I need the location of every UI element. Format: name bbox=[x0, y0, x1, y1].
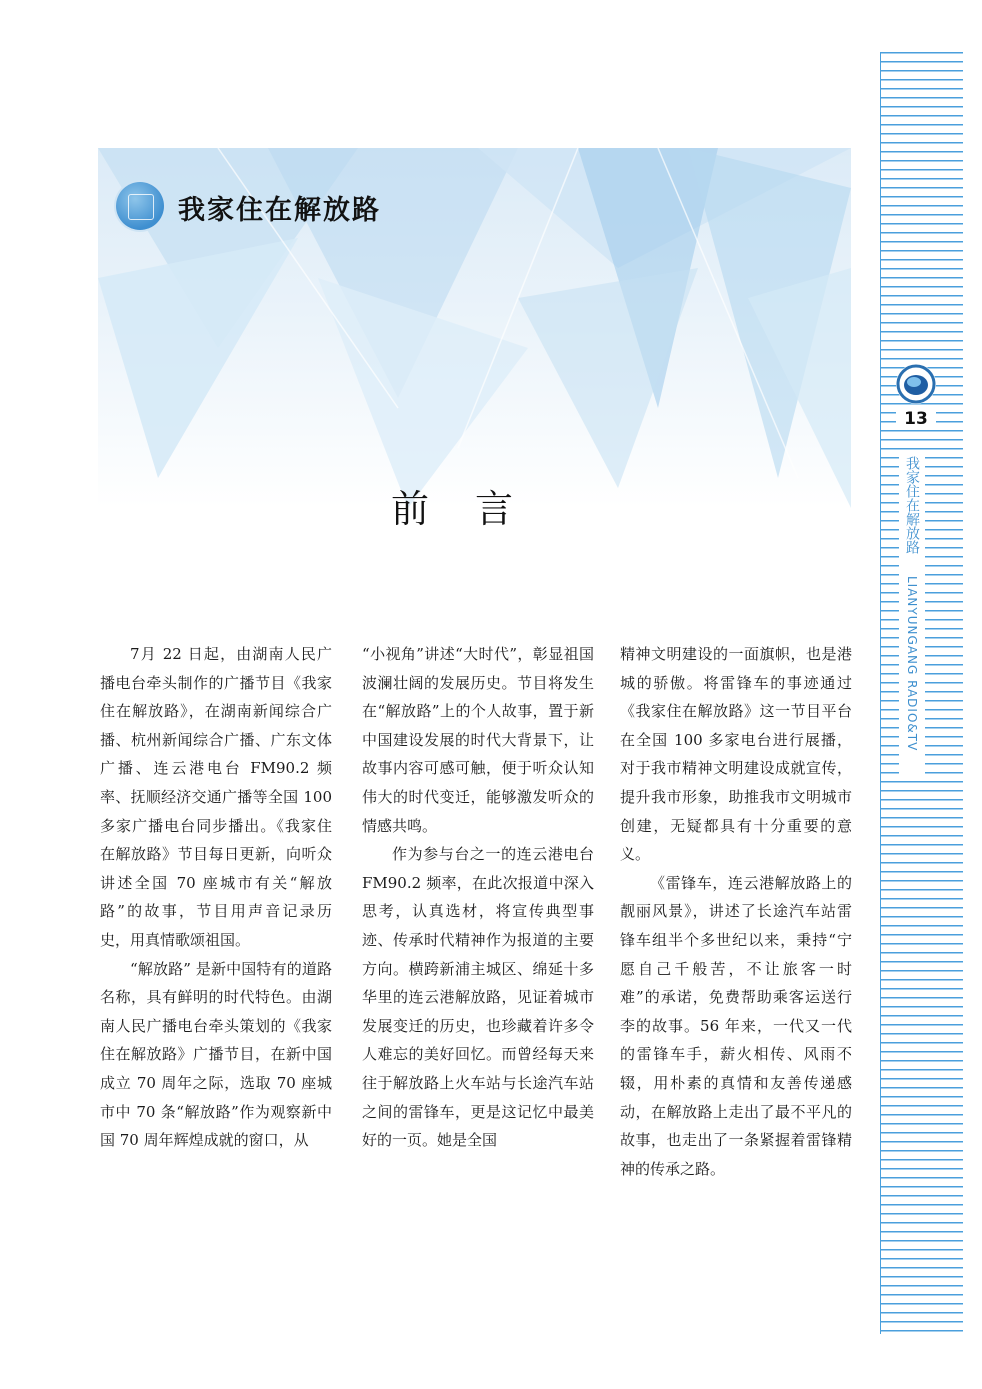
running-header bbox=[899, 456, 925, 776]
paragraph: “小视角”讲述“大时代”，彰显祖国波澜壮阔的发展历史。节目将发生在“解放路”上的个人故事，置于新中国建设发展的时代大背景下，让故事内容可感可触，便于听众认知伟大的时代变迁，能够激发听众的情感共鸣。 bbox=[362, 645, 594, 835]
text-column-1 bbox=[100, 640, 332, 1155]
page-title: 前言 bbox=[390, 487, 559, 531]
series-logo-icon bbox=[116, 182, 164, 230]
text-column-3 bbox=[620, 640, 852, 1183]
running-header-en: LIANYUNGANG RADIO&TV bbox=[905, 576, 919, 752]
running-header-cn: 我家住在解放路 bbox=[904, 456, 920, 554]
series-title: 我家住在解放路 bbox=[178, 195, 381, 226]
paragraph: 精神文明建设的一面旗帜，也是港城的骄傲。将雷锋车的事迹通过《我家住在解放路》这一节目平台在全国 100 多家电台进行展播，对于我市精神文明建设成就宣传，提升我市形象，助推我市文明城市创建，无疑都具有十分重要的意义。 bbox=[620, 645, 852, 864]
magazine-emblem-icon bbox=[896, 364, 936, 404]
page-number: 13 bbox=[896, 408, 936, 430]
paragraph: “解放路” 是新中国特有的道路名称，具有鲜明的时代特色。由湖南人民广播电台牵头策划的《我家住在解放路》广播节目，在新中国成立 70 周年之际，选取 70 座城市中 70 条“解放路”作为观察新中国 70 周年辉煌成就的窗口，从 bbox=[100, 959, 332, 1150]
text-column-2 bbox=[362, 640, 594, 1155]
paragraph: 《雷锋车，连云港解放路上的靓丽风景》，讲述了长途汽车站雷锋车组半个多世纪以来，秉持“宁愿自己千般苦，不让旅客一时难”的承诺，免费帮助乘客运送行李的故事。56 年来，一代又一代的雷锋车手，薪火相传、风雨不辍，用朴素的真情和友善传递感动，在解放路上走出了最不平凡的故事，也走出了一条紧握着雷锋精神的传承之路。 bbox=[620, 873, 852, 1178]
paragraph: 7月 22 日起，由湖南人民广播电台牵头制作的广播节目《我家住在解放路》，在湖南新闻综合广播、杭州新闻综合广播、广东文体广播、连云港电台 FM90.2 频率、抚顺经济交通广播等全国 100 多家广播电台同步播出。《我家住在解放路》节目每日更新，向听众讲述全国 70 座城市有关“解放路”的故事，节目用声音记录历史，用真情歌颂祖国。 bbox=[100, 645, 332, 949]
paragraph: 作为参与台之一的连云港电台 FM90.2 频率，在此次报道中深入思考，认真选材，将宣传典型事迹、传承时代精神作为报道的主要方向。横跨新浦主城区、绵延十多华里的连云港解放路，见证着城市发展变迁的历史，也珍藏着许多令人难忘的美好回忆。而曾经每天来往于解放路上火车站与长途汽车站之间的雷锋车，更是这记忆中最美好的一页。她是全国 bbox=[362, 845, 594, 1150]
